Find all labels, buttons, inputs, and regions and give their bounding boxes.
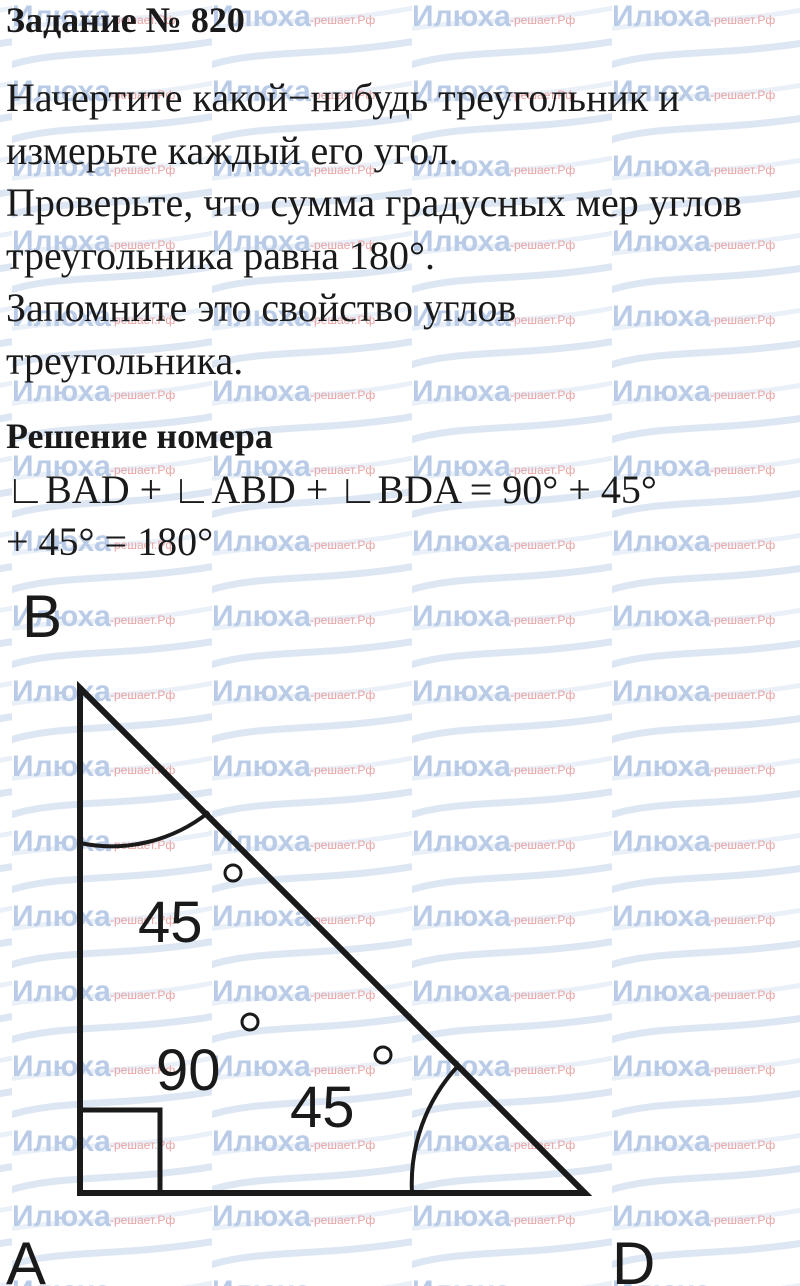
angle-label-a: 90 bbox=[156, 1038, 221, 1103]
task-line: Проверьте, что сумма градусных мер углов bbox=[6, 180, 742, 225]
equation-line-2: + 45° = 180° bbox=[6, 519, 214, 564]
page-title: Задание № 820 bbox=[6, 0, 245, 40]
task-line: треугольника равна 180°. bbox=[6, 232, 436, 278]
triangle-figure bbox=[0, 560, 800, 1286]
vertex-label-a: A bbox=[6, 1230, 47, 1286]
task-line: Запомните это свойство углов bbox=[6, 285, 517, 330]
angle-arc-d bbox=[412, 1067, 457, 1193]
task-line: измерьте каждый его угол. bbox=[6, 127, 459, 173]
right-angle-marker bbox=[80, 1110, 160, 1193]
angle-label-b: 45 bbox=[138, 890, 203, 955]
equation-line-1: ∟BAD + ∟ABD + ∟BDA = 90° + 45° bbox=[6, 467, 657, 512]
angle-arc-b bbox=[80, 812, 209, 846]
vertex-label-d: D bbox=[612, 1230, 656, 1286]
task-line: треугольника. bbox=[6, 337, 244, 383]
degree-symbol-a bbox=[242, 1014, 258, 1030]
task-text bbox=[6, 72, 798, 387]
degree-symbol-b bbox=[225, 865, 241, 881]
solution-heading: Решение номера bbox=[6, 416, 273, 456]
vertex-label-b: B bbox=[22, 583, 63, 650]
task-line: Начертите какой−нибудь треугольник и bbox=[6, 75, 680, 120]
solution-equation bbox=[6, 464, 657, 568]
degree-symbol-d bbox=[375, 1047, 391, 1063]
angle-label-d: 45 bbox=[290, 1075, 355, 1140]
